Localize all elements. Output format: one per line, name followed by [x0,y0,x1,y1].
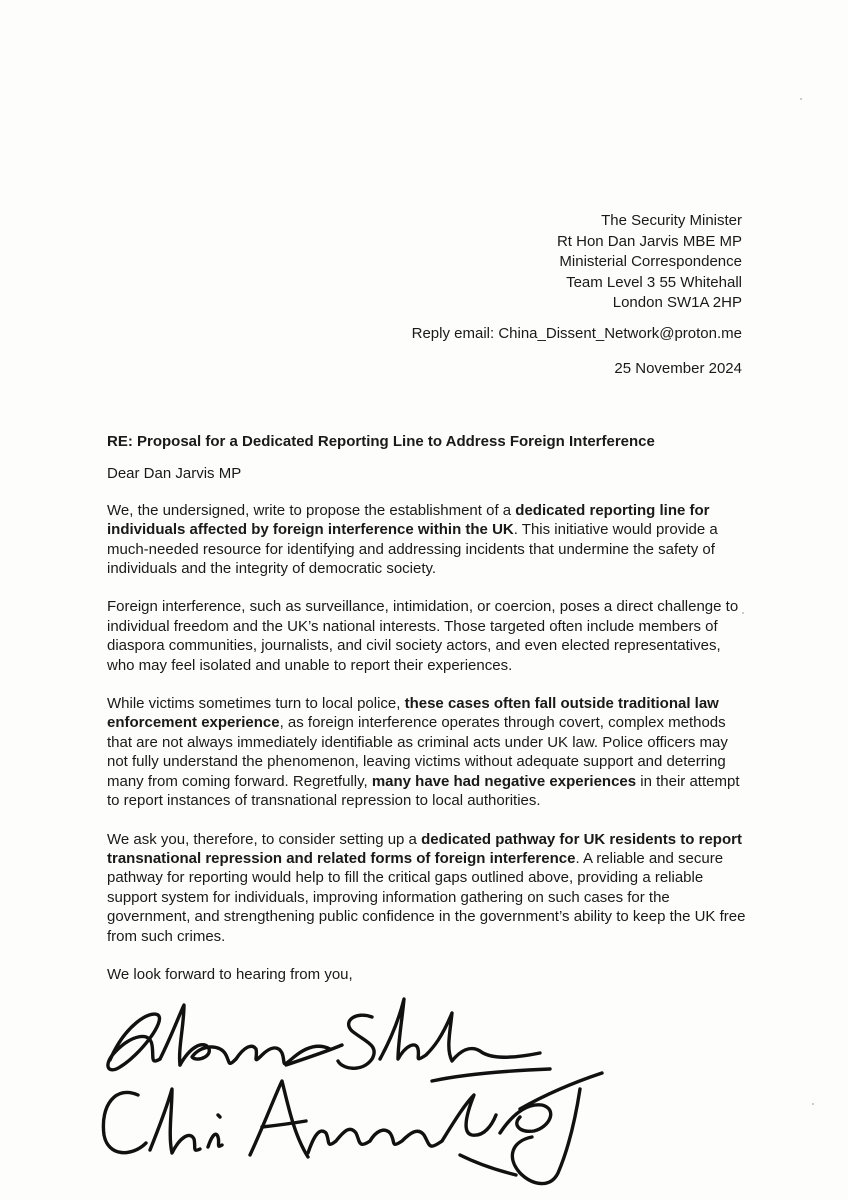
letter-date: 25 November 2024 [614,360,742,377]
paragraph-4 [107,830,747,946]
paragraph-text: Foreign interference, such as surveillance, intimidation, or coercion, poses a direct challenge to individual freedom and the UK’s national interests. Those targeted often include members of diaspora communities, journalists, and civil society actors, and even elected representatives, who may feel isolated and unable to report their experiences. [107,598,739,674]
paragraph-text: While victims sometimes turn to local police, [107,695,405,713]
paragraph-emphasis: many have had negative experiences [371,772,637,790]
letter-body [107,432,747,984]
signature-bottom [103,1073,602,1184]
paragraph-text: , as foreign interference operates through covert, complex methods that are not always immediately identifiable as criminal acts under UK law. Police officers may not fully understand the phenomenon, leaving victims without adequate support and deterring many from coming forward. Regretfully, [107,714,728,790]
subject-line: RE: Proposal for a Dedicated Reporting Line to Address Foreign Interference [107,433,655,450]
signature-top [108,999,550,1081]
paragraph-text: . This initiative would provide a much-needed resource for identifying and addressing incidents that undermine the safety of individuals and the integrity of democratic society. [107,521,718,578]
closing-line: We look forward to hearing from you, [107,965,353,983]
scan-speck [742,612,744,614]
salutation: Dear Dan Jarvis MP [107,465,242,483]
handwritten-signatures-icon [80,985,640,1190]
paragraph-3 [107,694,747,810]
recipient-line: Rt Hon Dan Jarvis MBE MP [556,232,742,250]
paragraph-text: We ask you, therefore, to consider setting up a [107,830,422,848]
recipient-line: Ministerial Correspondence [559,253,742,270]
paragraph-text: . A reliable and secure pathway for reporting would help to fill the critical gaps outlined above, providing a reliable support system for individuals, improving information gathering on such cases for the government, and strengthening public confidence in the government’s ability to keep the UK free from such crimes. [107,849,746,945]
recipient-line: The Security Minister [601,212,742,229]
paragraph-1 [107,501,747,579]
paragraph-emphasis: these cases often fall outside traditional law enforcement experience [107,695,719,732]
paragraph-2 [107,597,747,675]
paragraph-text: in their attempt to report instances of transnational repression to local authorities. [107,772,740,810]
recipient-line: Team Level 3 55 Whitehall [566,273,742,291]
paragraph-text: We, the undersigned, write to propose the establishment of a [107,501,516,519]
paragraph-emphasis: dedicated reporting line for individuals affected by foreign interference within the UK [107,501,710,539]
scan-speck [800,98,802,100]
recipient-address [557,211,742,314]
recipient-line: London SW1A 2HP [612,294,742,311]
paragraph-emphasis: dedicated pathway for UK residents to report transnational repression and related forms of foreign interference [107,830,742,867]
reply-email: Reply email: China_Dissent_Network@proton.me [411,325,742,342]
scan-speck [812,1103,814,1105]
